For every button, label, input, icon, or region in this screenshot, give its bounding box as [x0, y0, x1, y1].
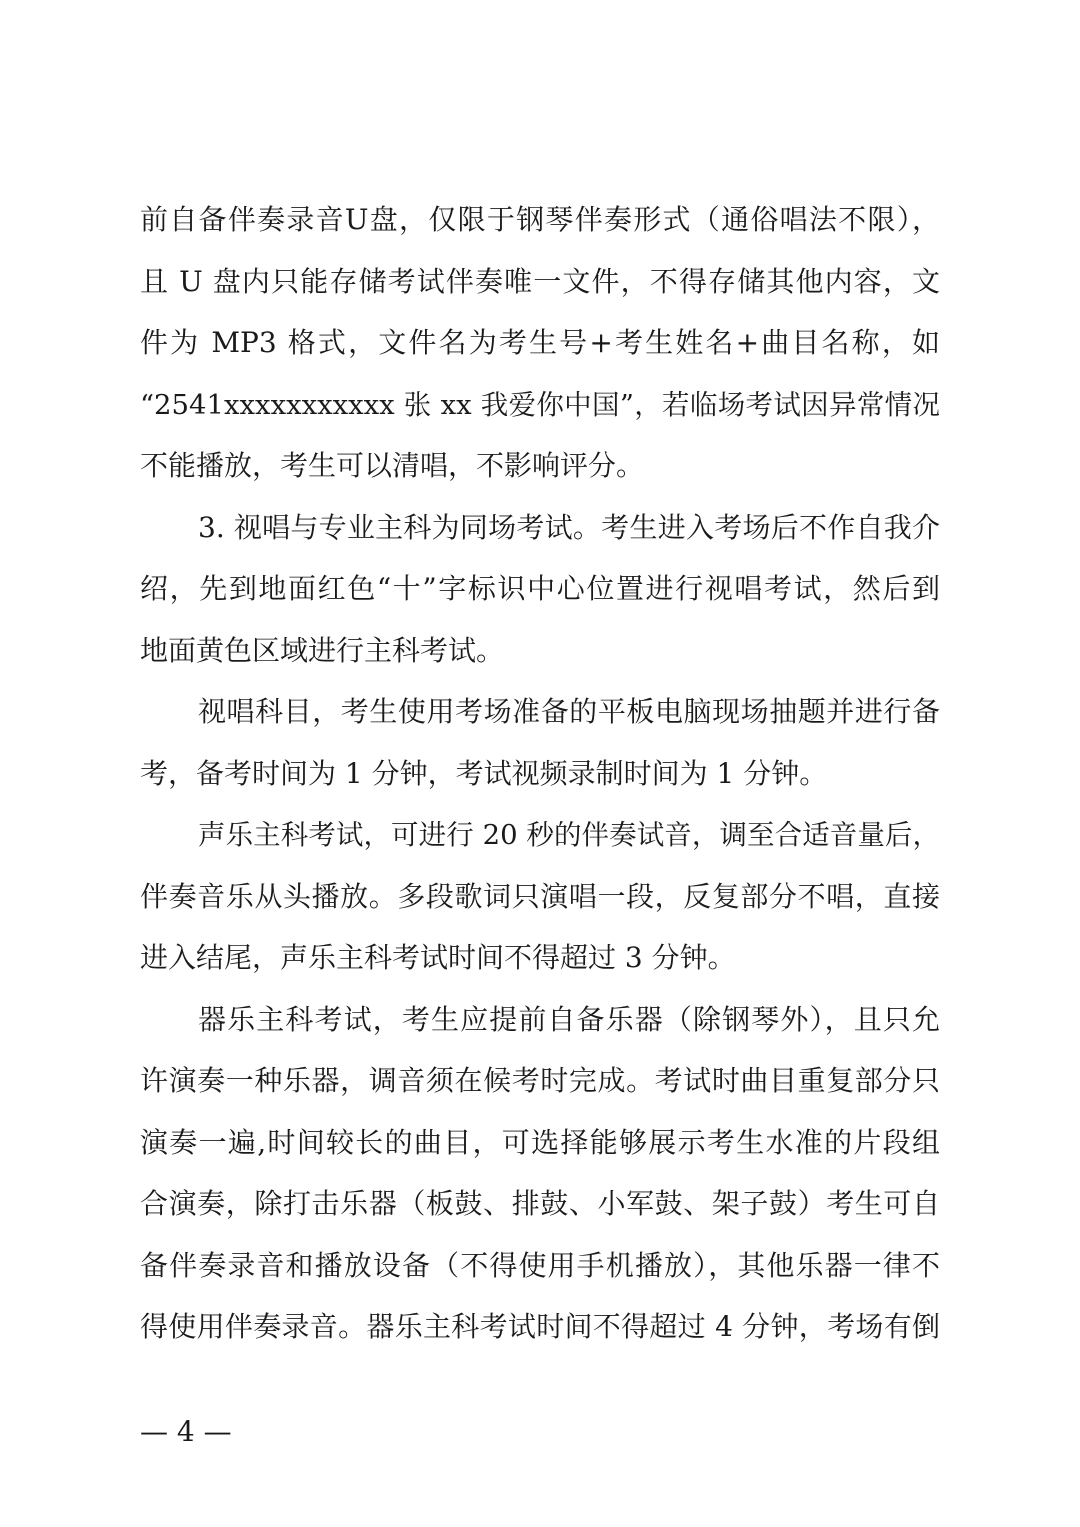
body-line-18: 备伴奏录音和播放设备（不得使用手机播放），其他乐器一律不 — [140, 1249, 940, 1282]
body-line-2: 且 U 盘内只能存储考试伴奏唯一文件，不得存储其他内容，文 — [140, 265, 940, 298]
body-line-1: 前自备伴奏录音U盘，仅限于钢琴伴奏形式（通俗唱法不限）， — [140, 203, 940, 236]
body-line-4: “2541xxxxxxxxxxx 张 xx 我爱你中国”，若临场考试因异常情况 — [140, 389, 940, 421]
body-line-7: 绍，先到地面红色“十”字标识中心位置进行视唱考试，然后到 — [140, 572, 940, 605]
body-line-13: 进入结尾，声乐主科考试时间不得超过 3 分钟。 — [140, 941, 736, 974]
body-line-10: 考，备考时间为 1 分钟，考试视频录制时间为 1 分钟。 — [140, 757, 828, 790]
body-line-17: 合演奏，除打击乐器（板鼓、排鼓、小军鼓、架子鼓）考生可自 — [140, 1187, 940, 1220]
body-line-12: 伴奏音乐从头播放。多段歌词只演唱一段，反复部分不唱，直接 — [140, 880, 940, 913]
body-line-3: 件为 MP3 格式，文件名为考生号+考生姓名+曲目名称，如 — [140, 326, 940, 359]
body-line-9: 视唱科目，考生使用考场准备的平板电脑现场抽题并进行备 — [198, 695, 940, 728]
page-number: — 4 — — [140, 1415, 232, 1448]
body-line-15: 许演奏一种乐器，调音须在候考时完成。考试时曲目重复部分只 — [140, 1064, 940, 1097]
body-line-8: 地面黄色区域进行主科考试。 — [140, 634, 505, 667]
body-line-11: 声乐主科考试，可进行 20 秒的伴奏试音，调至合适音量后， — [198, 819, 940, 851]
body-line-6: 3. 视唱与专业主科为同场考试。考生进入考场后不作自我介 — [198, 511, 940, 544]
body-line-19: 得使用伴奏录音。器乐主科考试时间不得超过 4 分钟，考场有倒 — [140, 1310, 940, 1343]
body-line-16: 演奏一遍,时间较长的曲目，可选择能够展示考生水准的片段组 — [140, 1126, 940, 1159]
body-line-5: 不能播放，考生可以清唱，不影响评分。 — [140, 449, 645, 482]
body-line-14: 器乐主科考试，考生应提前自备乐器（除钢琴外），且只允 — [198, 1003, 940, 1036]
